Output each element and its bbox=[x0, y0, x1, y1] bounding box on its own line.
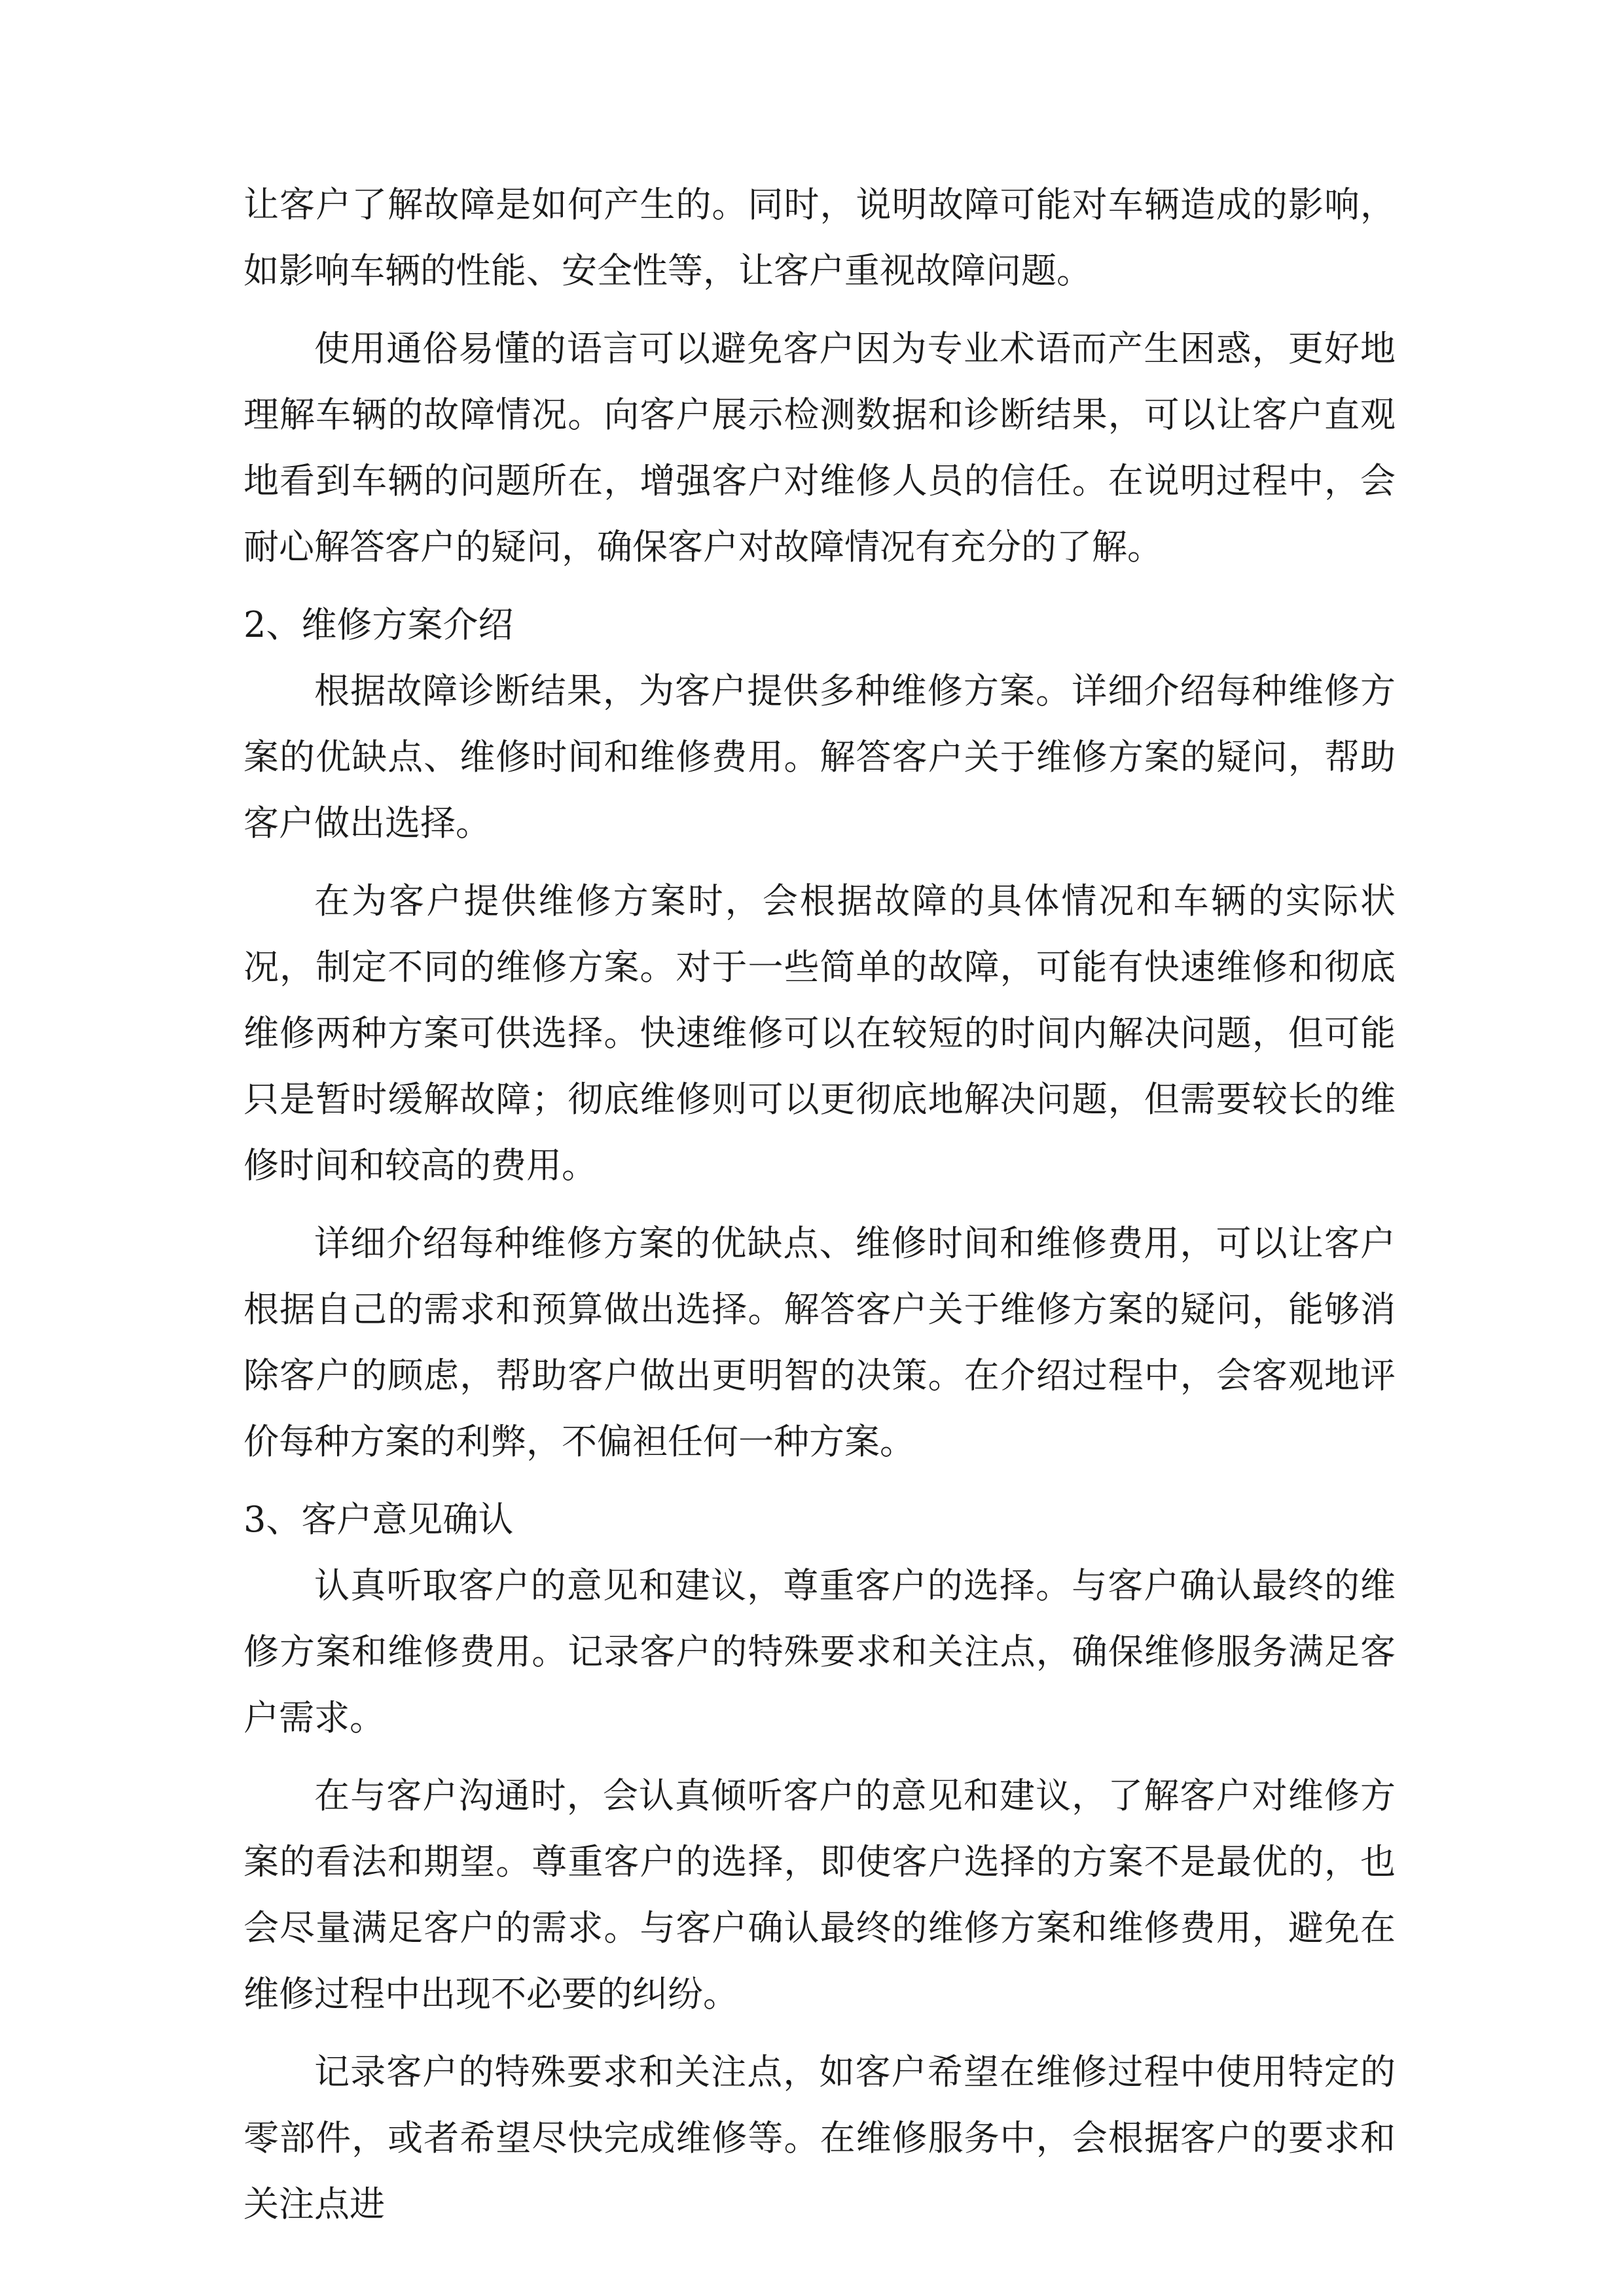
paragraph-continuation: 让客户了解故障是如何产生的。同时，说明故障可能对车辆造成的影响，如影响车辆的性能、安全性等，让客户重视故障问题。 bbox=[244, 184, 1396, 291]
paragraph-plan-intro: 根据故障诊断结果，为客户提供多种维修方案。详细介绍每种维修方案的优缺点、维修时间和维修费用。解答客户关于维修方案的疑问，帮助客户做出选择。 bbox=[244, 670, 1396, 844]
paragraph-plan-details: 详细介绍每种维修方案的优缺点、维修时间和维修费用，可以让客户根据自己的需求和预算做出选择。解答客户关于维修方案的疑问，能够消除客户的顾虑，帮助客户做出更明智的决策。在介绍过程中，会客观地评价每种方案的利弊，不偏袒任何一种方案。 bbox=[244, 1223, 1396, 1462]
document-body bbox=[244, 0, 1396, 2237]
section-heading-customer-confirmation: 3、客户意见确认 bbox=[244, 1499, 514, 1540]
paragraph-special-requests: 记录客户的特殊要求和关注点，如客户希望在维修过程中使用特定的零部件，或者希望尽快完成维修等。在维修服务中，会根据客户的要求和关注点进 bbox=[244, 2051, 1396, 2225]
paragraph-plan-options: 在为客户提供维修方案时，会根据故障的具体情况和车辆的实际状况，制定不同的维修方案。对于一些简单的故障，可能有快速维修和彻底维修两种方案可供选择。快速维修可以在较短的时间内解决问题，但可能只是暂时缓解故障；彻底维修则可以更彻底地解决问题，但需要较长的维修时间和较高的费用。 bbox=[244, 880, 1396, 1186]
paragraph-listen-customer: 在与客户沟通时，会认真倾听客户的意见和建议，了解客户对维修方案的看法和期望。尊重客户的选择，即使客户选择的方案不是最优的，也会尽量满足客户的需求。与客户确认最终的维修方案和维修费用，避免在维修过程中出现不必要的纠纷。 bbox=[244, 1775, 1396, 2015]
paragraph-plain-language: 使用通俗易懂的语言可以避免客户因为专业术语而产生困惑，更好地理解车辆的故障情况。向客户展示检测数据和诊断结果，可以让客户直观地看到车辆的问题所在，增强客户对维修人员的信任。在说明过程中，会耐心解答客户的疑问，确保客户对故障情况有充分的了解。 bbox=[244, 328, 1396, 567]
paragraph-confirmation-intro: 认真听取客户的意见和建议，尊重客户的选择。与客户确认最终的维修方案和维修费用。记录客户的特殊要求和关注点，确保维修服务满足客户需求。 bbox=[244, 1565, 1396, 1738]
section-heading-repair-plan: 2、维修方案介绍 bbox=[244, 604, 514, 645]
